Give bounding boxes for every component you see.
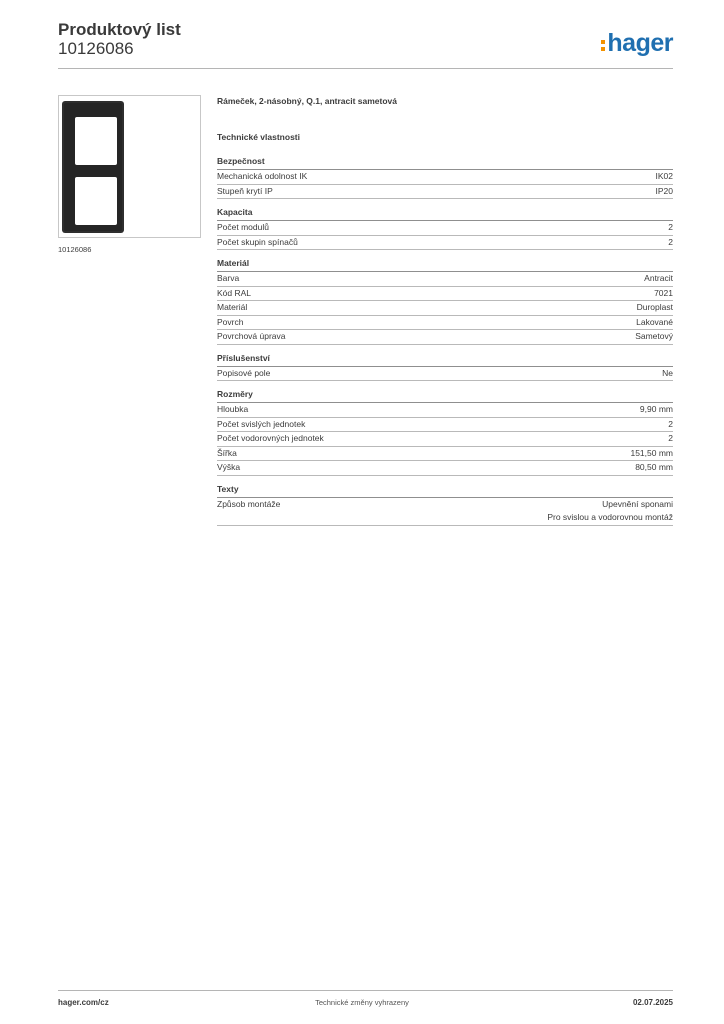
spec-value: 80,50 mm — [635, 462, 673, 472]
spec-row — [217, 185, 673, 200]
spec-value: IP20 — [655, 185, 673, 196]
spec-label: Výška — [217, 462, 241, 472]
spec-value: 2 — [668, 418, 673, 429]
spec-section — [217, 483, 673, 526]
spec-value: Ne — [662, 367, 673, 378]
spec-section — [217, 388, 673, 476]
section-title: Materiál — [217, 257, 673, 272]
product-details — [217, 94, 673, 533]
technical-properties-heading: Technické vlastnosti — [217, 132, 300, 142]
spec-label: Materiál — [217, 302, 248, 312]
spec-label: Počet modulů — [217, 222, 269, 232]
spec-row — [217, 403, 673, 418]
spec-row — [217, 498, 673, 526]
hager-logo — [601, 28, 673, 58]
spec-section — [217, 206, 673, 250]
spec-value: IK02 — [655, 171, 673, 181]
section-title: Příslušenství — [217, 352, 673, 367]
footer-note: Technické změny vyhrazeny — [315, 998, 409, 1007]
spec-label: Stupeň krytí IP — [217, 185, 273, 196]
product-image — [58, 95, 201, 238]
logo-dots-icon — [601, 40, 605, 51]
frame-opening-bottom — [75, 177, 117, 225]
spec-sections — [217, 155, 673, 526]
spec-row — [217, 170, 673, 185]
spec-value: 7021 — [654, 287, 673, 298]
page-header — [58, 20, 673, 70]
spec-value: 151,50 mm — [630, 447, 673, 458]
frame-opening-top — [75, 117, 117, 165]
spec-row — [217, 447, 673, 462]
spec-label: Počet vodorovných jednotek — [217, 433, 324, 443]
spec-section — [217, 352, 673, 382]
spec-value: Sametový — [635, 331, 673, 341]
spec-label: Povrch — [217, 316, 244, 327]
spec-row — [217, 461, 673, 476]
spec-value: 2 — [668, 433, 673, 443]
spec-label: Kód RAL — [217, 287, 252, 298]
spec-value: Duroplast — [636, 302, 673, 312]
spec-label: Barva — [217, 273, 240, 283]
section-title: Texty — [217, 483, 673, 498]
spec-row — [217, 432, 673, 447]
spec-value: Antracit — [644, 273, 673, 283]
spec-row — [217, 330, 673, 345]
frame-illustration — [62, 101, 124, 233]
spec-row — [217, 236, 673, 251]
spec-row — [217, 316, 673, 331]
spec-label: Počet svislých jednotek — [217, 418, 306, 429]
spec-row — [217, 272, 673, 287]
header-divider — [58, 68, 673, 69]
section-title: Rozměry — [217, 388, 673, 403]
spec-row — [217, 221, 673, 236]
spec-label: Hloubka — [217, 404, 249, 414]
spec-label: Povrchová úprava — [217, 331, 286, 341]
spec-section — [217, 257, 673, 345]
section-title: Kapacita — [217, 206, 673, 221]
section-title: Bezpečnost — [217, 155, 673, 170]
spec-value: 2 — [668, 222, 673, 232]
footer-divider — [58, 990, 673, 991]
spec-value: 2 — [668, 236, 673, 247]
spec-row — [217, 301, 673, 316]
spec-row — [217, 287, 673, 302]
footer-website[interactable]: hager.com/cz — [58, 998, 109, 1007]
footer-date: 02.07.2025 — [632, 998, 673, 1007]
spec-row — [217, 367, 673, 382]
spec-label: Mechanická odolnost IK — [217, 171, 308, 181]
frame-inner — [64, 103, 122, 231]
spec-value: 9,90 mm — [639, 404, 673, 414]
spec-row — [217, 418, 673, 433]
spec-label: Popisové pole — [217, 367, 271, 378]
logo-text: hager — [607, 29, 673, 57]
product-name: Rámeček, 2-násobný, Q.1, antracit sametová — [217, 96, 397, 106]
spec-label: Šířka — [217, 447, 237, 458]
spec-value: Lakované — [636, 316, 673, 327]
spec-label: Počet skupin spínačů — [217, 236, 298, 247]
spec-section — [217, 155, 673, 199]
document-title: Produktový list — [58, 20, 181, 39]
spec-value: Upevnění sponami Pro svislou a vodorovnou montáž — [547, 498, 673, 522]
product-number: 10126086 — [58, 39, 134, 58]
image-caption: 10126086 — [58, 245, 92, 254]
spec-label: Způsob montáže — [217, 498, 281, 509]
